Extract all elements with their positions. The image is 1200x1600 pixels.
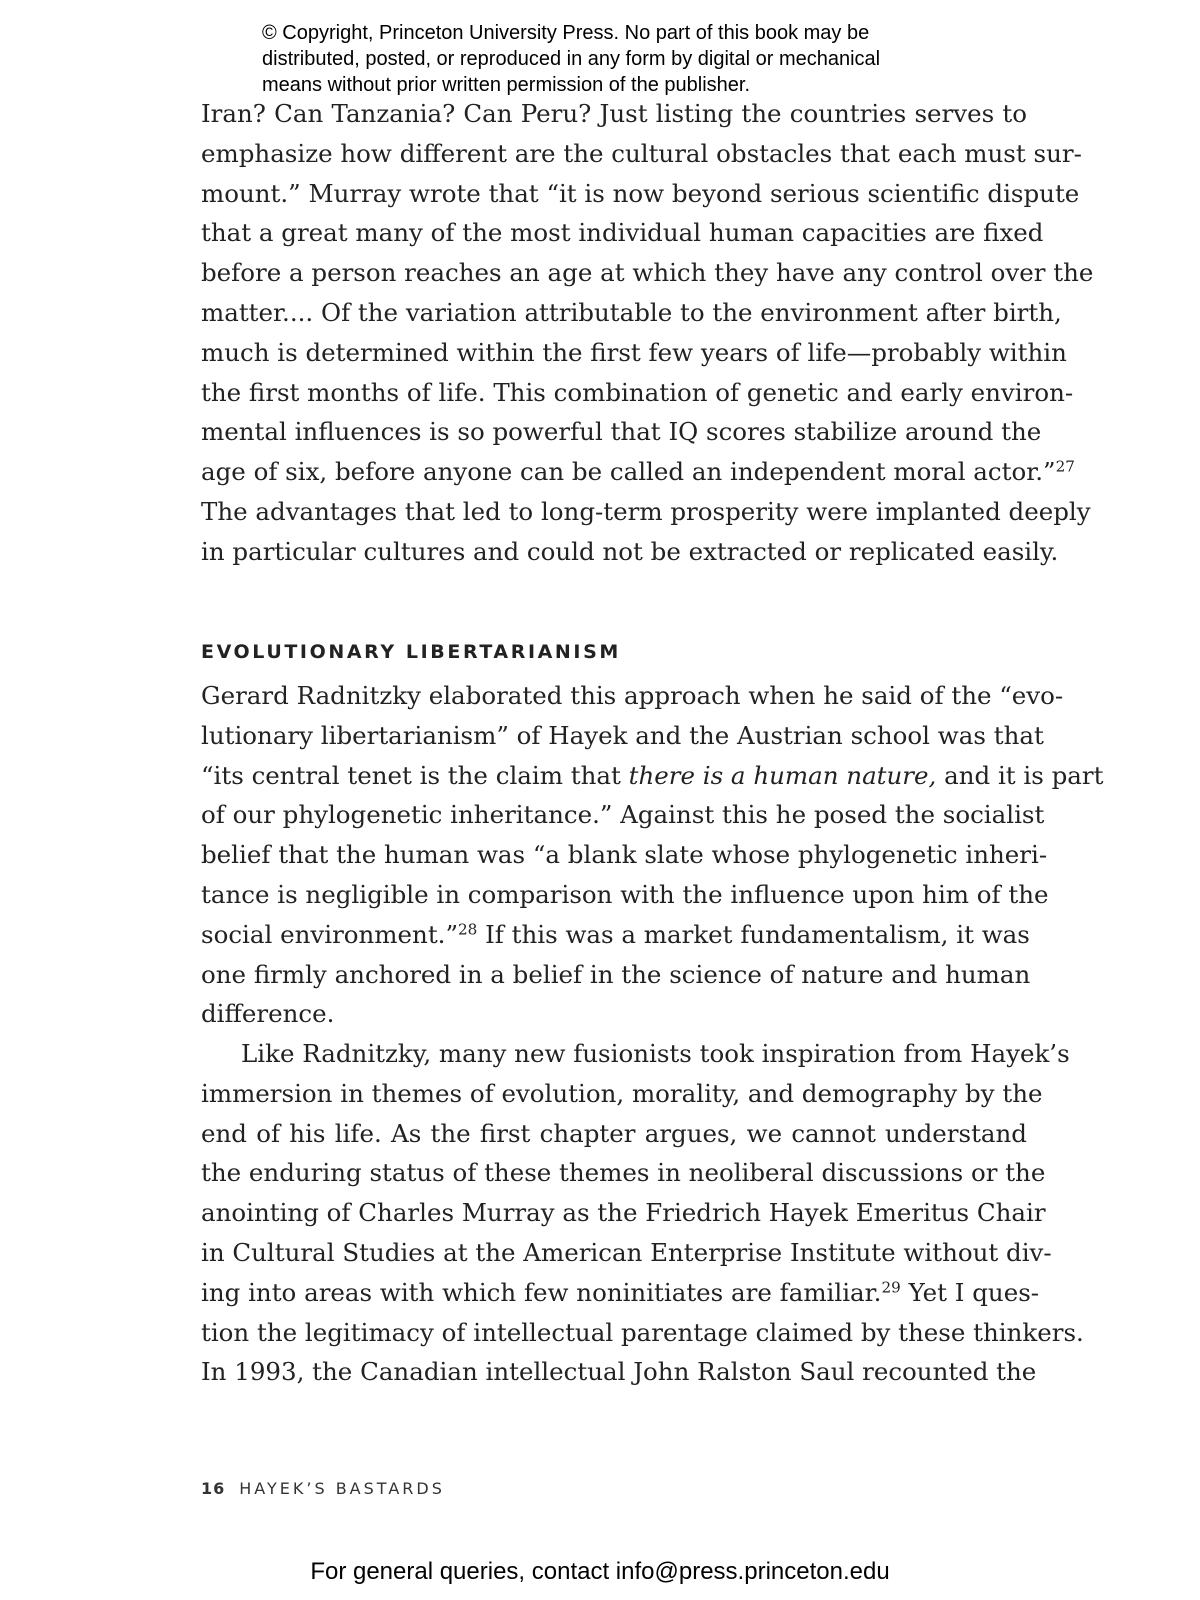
copyright-line: distributed, posted, or reproduced in any form by digital or mechanical bbox=[262, 48, 881, 70]
text-line: The advantages that led to long-term prosperity were implanted deeply bbox=[201, 496, 1091, 526]
text-line: of our phylogenetic inheritance.” Against this he posed the socialist bbox=[201, 800, 1045, 830]
text-line: the enduring status of these themes in neoliberal discussions or the bbox=[201, 1158, 1046, 1188]
text-line: tance is negligible in comparison with the influence upon him of the bbox=[201, 879, 1049, 909]
text-line bbox=[201, 915, 1030, 955]
text-line: difference. bbox=[201, 999, 335, 1029]
copyright-line: means without prior written permission of the publisher. bbox=[262, 74, 751, 96]
text-line: end of his life. As the first chapter argues, we cannot understand bbox=[201, 1118, 1027, 1148]
text-line: mental influences is so powerful that IQ scores stabilize around the bbox=[201, 417, 1042, 447]
text-line: much is determined within the first few years of life—probably within bbox=[201, 337, 1067, 367]
book-title: HAYEK’S BASTARDS bbox=[239, 1479, 445, 1498]
paragraph-murray-quote bbox=[201, 94, 1094, 572]
text-line: matter.... Of the variation attributable to the environment after birth, bbox=[201, 297, 1062, 327]
copyright-notice bbox=[262, 20, 962, 98]
text-segment: age of six, before anyone can be called an independent moral actor.” bbox=[201, 457, 1056, 487]
text-line: in particular cultures and could not be extracted or replicated easily. bbox=[201, 536, 1059, 566]
text-line: Iran? Can Tanzania? Can Peru? Just listing the countries serves to bbox=[201, 99, 1027, 128]
text-line: before a person reaches an age at which they have any control over the bbox=[201, 258, 1094, 288]
text-line: one firmly anchored in a belief in the science of nature and human bbox=[201, 959, 1031, 989]
text-line: mount.” Murray wrote that “it is now beyond serious scientific dispute bbox=[201, 178, 1080, 208]
paragraph-radnitzky bbox=[201, 676, 1104, 1034]
text-segment: ing into areas with which few noninitiates are familiar. bbox=[201, 1277, 882, 1307]
running-footer bbox=[201, 1479, 445, 1498]
text-line: in Cultural Studies at the American Enterprise Institute without div- bbox=[201, 1237, 1052, 1267]
text-line: the first months of life. This combination of genetic and early environ- bbox=[201, 377, 1074, 407]
text-segment: social environment.” bbox=[201, 919, 458, 949]
text-line bbox=[201, 1273, 1040, 1313]
section-heading: EVOLUTIONARY LIBERTARIANISM bbox=[201, 641, 621, 663]
text-line: emphasize how different are the cultural obstacles that each must sur- bbox=[201, 138, 1082, 168]
footnote-marker-28: 28 bbox=[457, 920, 478, 939]
text-line: lutionary libertarianism” of Hayek and the Austrian school was that bbox=[201, 720, 1044, 750]
text-line: Like Radnitzky, many new fusionists took inspiration from Hayek’s bbox=[241, 1039, 1070, 1068]
text-segment: and it is part bbox=[936, 760, 1104, 790]
footnote-marker-29: 29 bbox=[881, 1278, 901, 1297]
text-segment: Yet I ques- bbox=[900, 1277, 1040, 1307]
contact-line: For general queries, contact info@press.princeton.edu bbox=[310, 1558, 890, 1585]
text-line: that a great many of the most individual human capacities are fixed bbox=[201, 218, 1044, 248]
text-line: Gerard Radnitzky elaborated this approach when he said of the “evo- bbox=[201, 681, 1064, 710]
copyright-line: © Copyright, Princeton University Press. No part of this book may be bbox=[262, 22, 870, 44]
text-line bbox=[201, 452, 1075, 492]
text-line: anointing of Charles Murray as the Friedrich Hayek Emeritus Chair bbox=[201, 1198, 1046, 1228]
text-line: tion the legitimacy of intellectual parentage claimed by these thinkers. bbox=[201, 1317, 1084, 1347]
text-line bbox=[201, 756, 1104, 796]
italic-emphasis: there is a human nature, bbox=[628, 760, 937, 790]
page-number: 16 bbox=[201, 1479, 226, 1498]
text-segment: “its central tenet is the claim that bbox=[201, 760, 629, 790]
text-line: immersion in themes of evolution, morality, and demography by the bbox=[201, 1078, 1043, 1108]
text-line: In 1993, the Canadian intellectual John Ralston Saul recounted the bbox=[201, 1357, 1037, 1387]
text-line: belief that the human was “a blank slate whose phylogenetic inheri- bbox=[201, 840, 1048, 870]
paragraph-fusionists bbox=[201, 1034, 1084, 1392]
text-segment: If this was a market fundamentalism, it was bbox=[477, 919, 1030, 949]
footnote-marker-27: 27 bbox=[1055, 457, 1075, 476]
